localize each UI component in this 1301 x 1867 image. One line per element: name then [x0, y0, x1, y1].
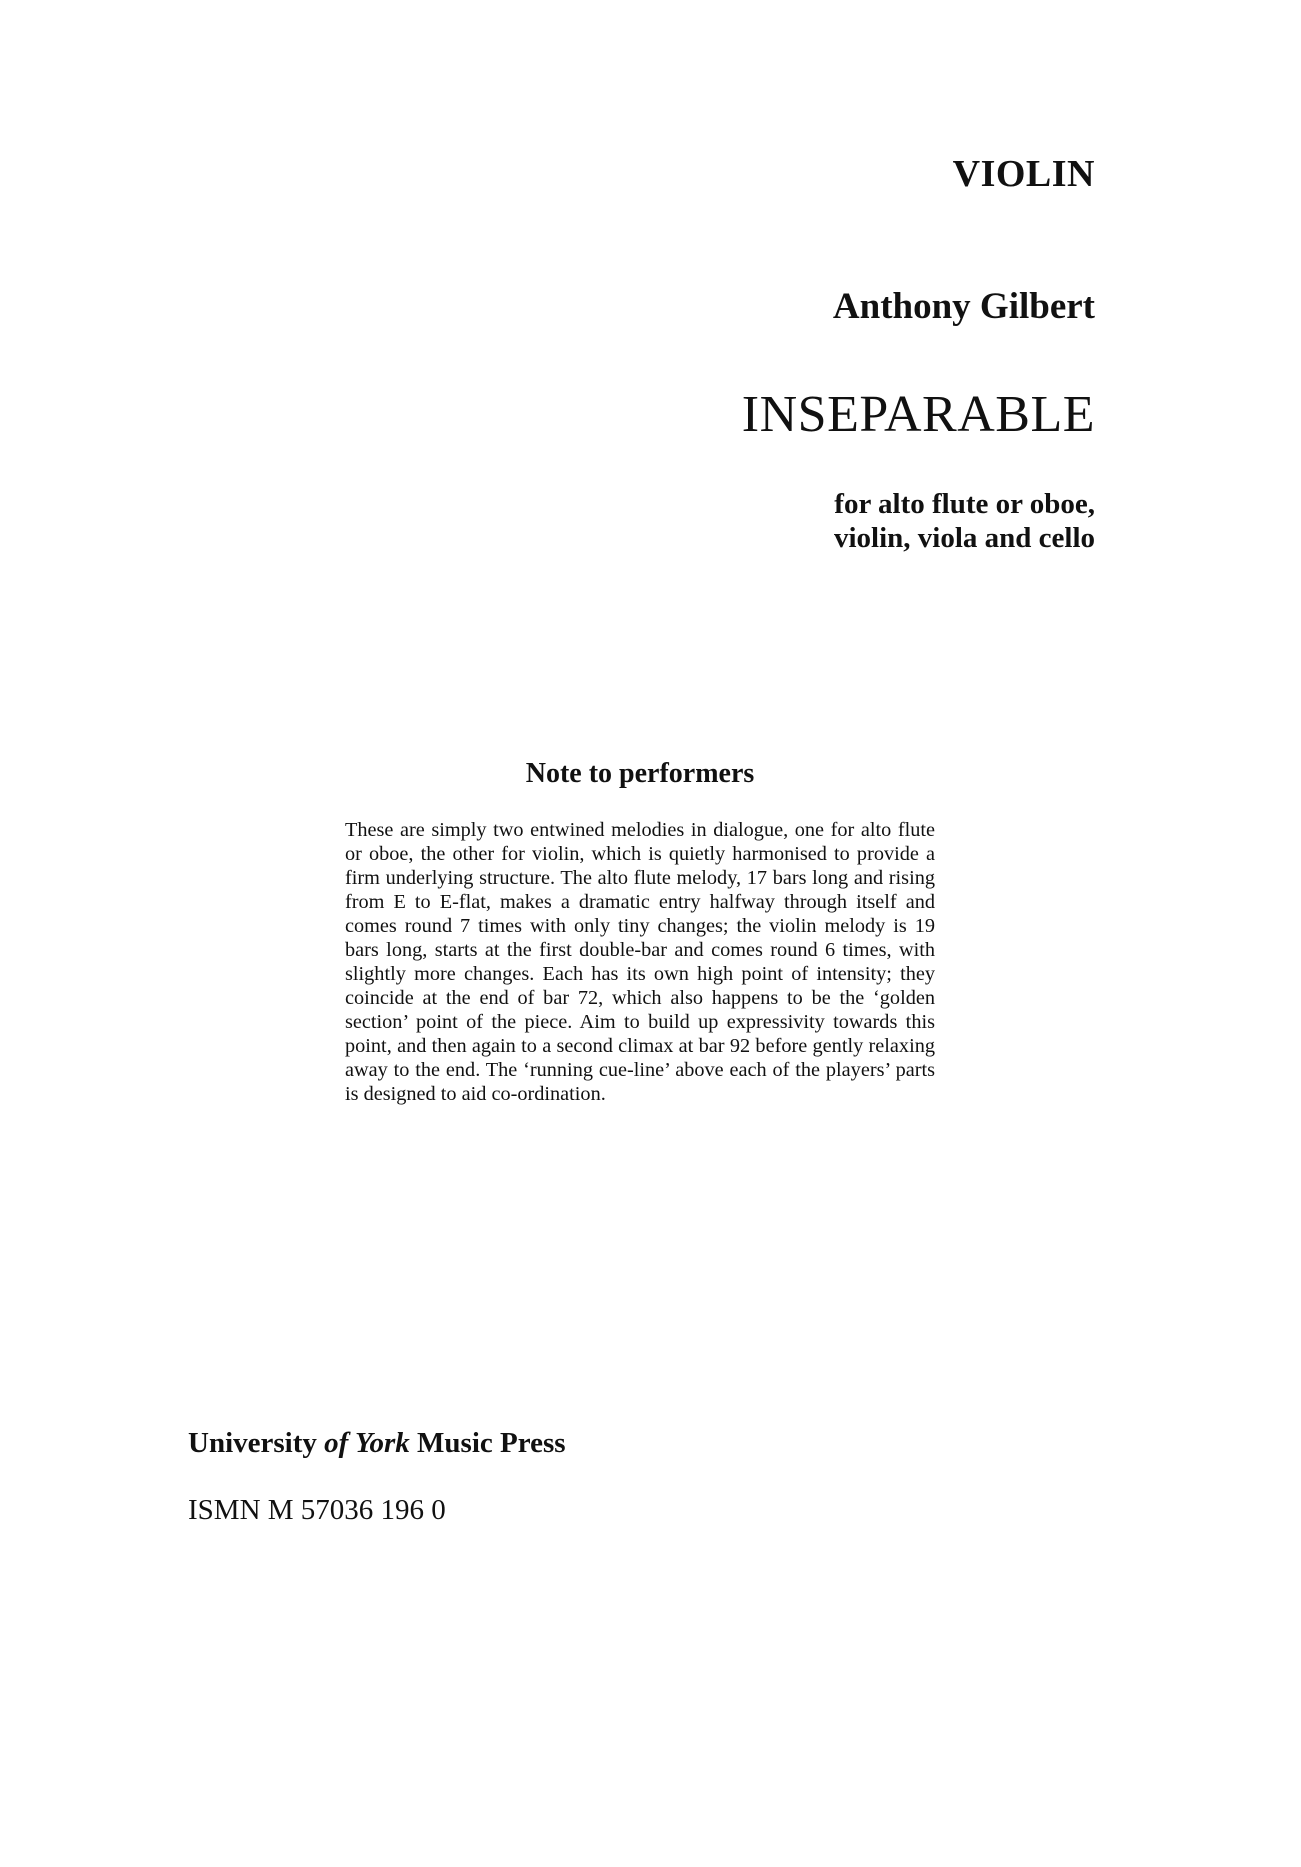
instrumentation-line-2: violin, viola and cello: [833, 522, 1095, 554]
instrument-heading: VIOLIN: [952, 153, 1095, 195]
instrumentation-line-1: for alto flute or oboe,: [834, 488, 1095, 520]
ismn-number: ISMN M 57036 196 0: [188, 1494, 446, 1526]
instrumentation: [834, 487, 1095, 555]
publisher-name: [188, 1427, 566, 1460]
note-heading: Note to performers: [525, 758, 755, 789]
work-title: INSEPARABLE: [741, 386, 1095, 443]
composer-name: Anthony Gilbert: [832, 286, 1095, 327]
note-body: [345, 818, 935, 1106]
publisher-part-3: Music Press: [409, 1427, 566, 1459]
note-paragraph: These are simply two entwined melodies in dialogue, one for alto flute or oboe, the other for violin, which is quietly harmonised to provide a firm underlying structure. The alto flute melody, 17 bars long and rising from E to E-flat, makes a dramatic entry halfway through itself and comes round 7 times with only tiny changes; the violin melody is 19 bars long, starts at the first double-bar and comes round 6 times, with slightly more changes. Each has its own high point of intensity; they coincide at the end of bar 72, which also happens to be the ‘golden section’ point of the piece. Aim to build up expressivity towards this point, and then again to a second climax at bar 92 before gently relaxing away to the end. The ‘running cue-line’ above each of the players’ parts is designed to aid co-ordination.: [345, 819, 935, 1105]
publisher-part-1: University: [188, 1427, 325, 1459]
publisher-part-2: of York: [324, 1427, 410, 1459]
